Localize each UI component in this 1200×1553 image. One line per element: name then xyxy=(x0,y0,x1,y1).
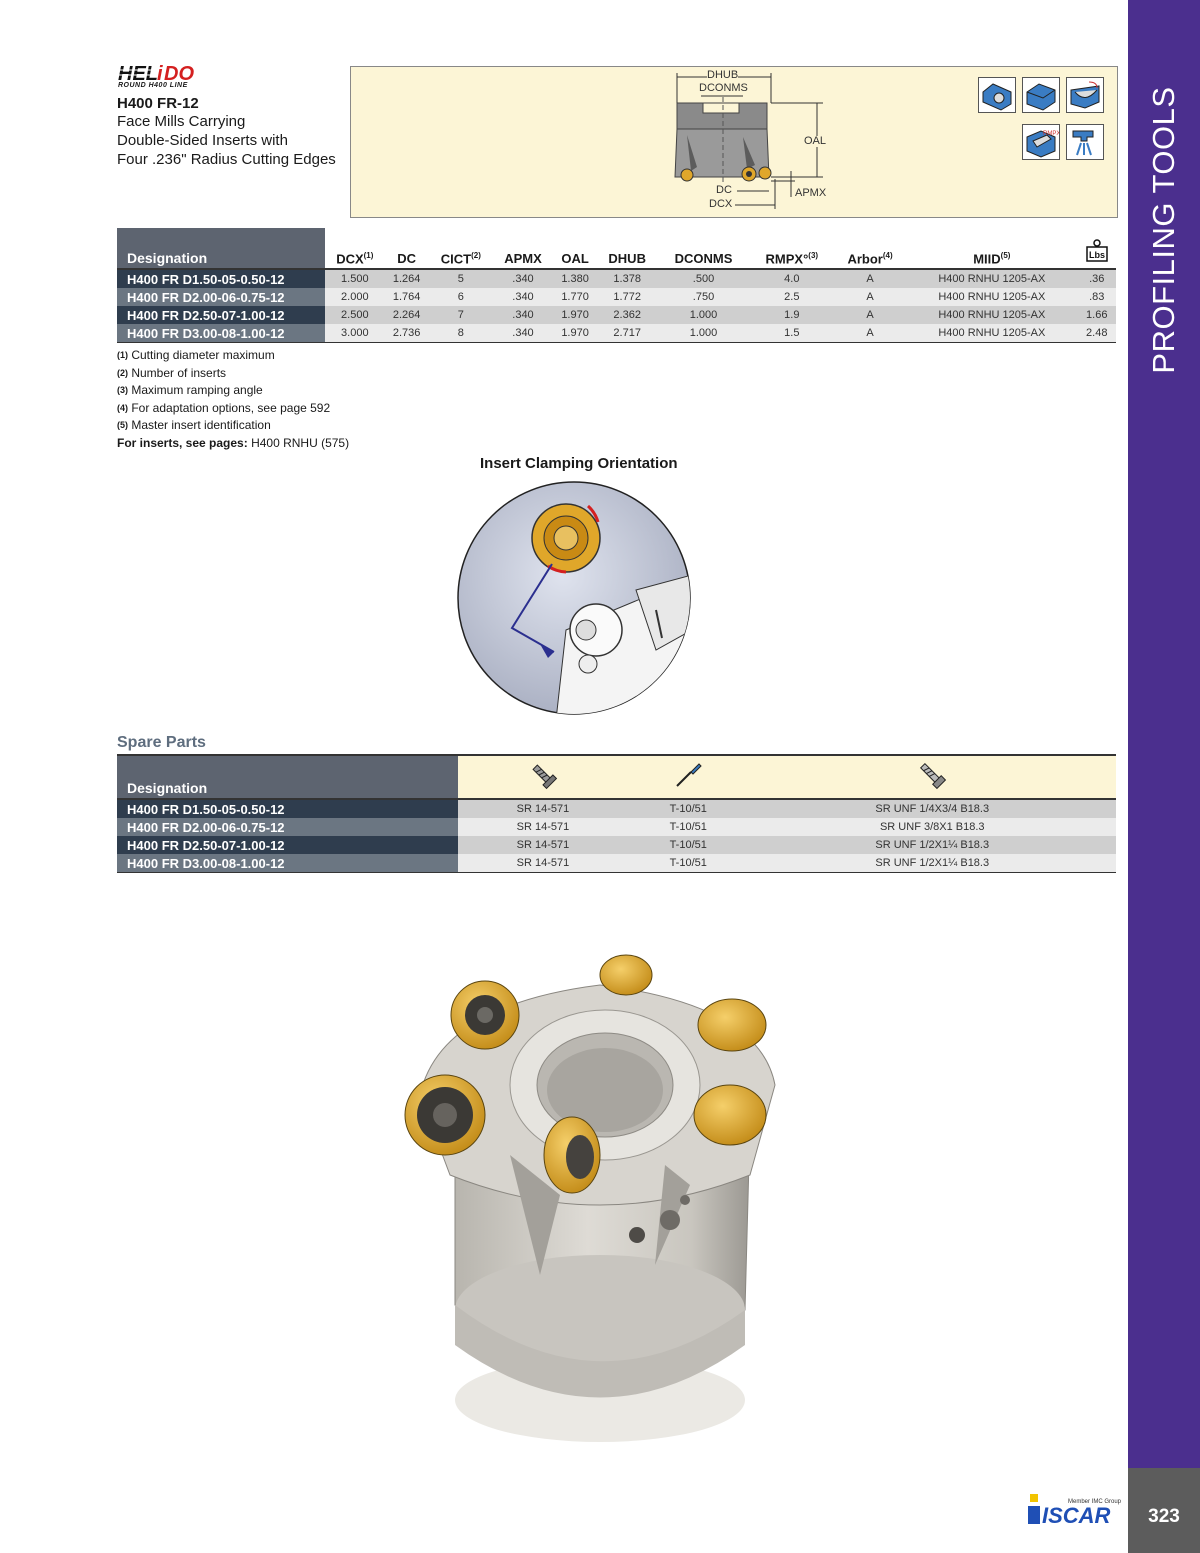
col-header-dhub: DHUB xyxy=(597,228,657,269)
spec-header-row xyxy=(117,228,1116,269)
table-cell: T-10/51 xyxy=(628,854,749,873)
insert-gold xyxy=(600,955,652,995)
description-line: Double-Sided Inserts with xyxy=(117,132,288,149)
table-cell: 2.362 xyxy=(597,306,657,324)
table-cell: 1.970 xyxy=(553,306,597,324)
arbor-bolt-icon xyxy=(749,755,1117,799)
description-line: Four .236" Radius Cutting Edges xyxy=(117,151,336,168)
table-cell: 1.5 xyxy=(750,324,834,343)
designation-cell: H400 FR D2.00-06-0.75-12 xyxy=(117,818,458,836)
svg-text:RMPX: RMPX xyxy=(1043,131,1059,137)
table-cell: 2.717 xyxy=(597,324,657,343)
table-cell: 7 xyxy=(429,306,493,324)
col-header-miid: MIID$^{(5)}$ xyxy=(906,228,1077,269)
table-cell: A xyxy=(834,269,906,288)
table-cell: H400 RNHU 1205-AX xyxy=(906,306,1077,324)
table-cell: 2.736 xyxy=(385,324,429,343)
insert-gold xyxy=(451,981,519,1049)
table-cell: A xyxy=(834,288,906,306)
designation-cell: H400 FR D3.00-08-1.00-12 xyxy=(117,854,458,873)
footnote: $^{(3)}$ Maximum ramping angle xyxy=(117,383,263,397)
coolant-icon xyxy=(1066,124,1104,160)
table-cell: .340 xyxy=(493,306,553,324)
profiling-icon xyxy=(1066,77,1104,113)
svg-text:ISCAR: ISCAR xyxy=(1042,1503,1111,1526)
table-cell: 2.264 xyxy=(385,306,429,324)
designation-cell: H400 FR D1.50-05-0.50-12 xyxy=(117,269,325,288)
table-cell: 1.772 xyxy=(597,288,657,306)
table-cell: SR 14-571 xyxy=(458,818,628,836)
table-row xyxy=(117,288,1116,306)
table-cell: 1.764 xyxy=(385,288,429,306)
table-cell: 2.48 xyxy=(1078,324,1117,343)
iscar-logo xyxy=(1028,1492,1120,1531)
table-cell: T-10/51 xyxy=(628,799,749,818)
col-header-designation: Designation xyxy=(117,228,325,269)
dim-label-oal: OAL xyxy=(804,135,827,147)
screw-icon xyxy=(458,755,628,799)
table-cell: T-10/51 xyxy=(628,818,749,836)
table-cell: A xyxy=(834,306,906,324)
designation-cell: H400 FR D2.00-06-0.75-12 xyxy=(117,288,325,306)
spare-parts-body xyxy=(117,799,1116,873)
footnote: $^{(2)}$ Number of inserts xyxy=(117,365,227,380)
ramping-icon xyxy=(1022,124,1060,160)
spare-parts-table xyxy=(117,754,1116,873)
table-cell: 2.000 xyxy=(325,288,385,306)
designation-cell: H400 FR D3.00-08-1.00-12 xyxy=(117,324,325,343)
table-cell: 1.264 xyxy=(385,269,429,288)
spare-header-row xyxy=(117,755,1116,799)
dim-label-dc: DC xyxy=(716,184,732,196)
col-header-oal: OAL xyxy=(553,228,597,269)
table-cell: 6 xyxy=(429,288,493,306)
svg-text:DO: DO xyxy=(164,64,194,84)
face-milling-icon xyxy=(1022,77,1060,113)
table-cell: H400 RNHU 1205-AX xyxy=(906,288,1077,306)
designation-cell: H400 FR D2.50-07-1.00-12 xyxy=(117,836,458,854)
table-cell: SR UNF 1/2X1¼ B18.3 xyxy=(749,836,1117,854)
table-row xyxy=(117,799,1116,818)
table-cell: .36 xyxy=(1078,269,1117,288)
spare-parts-title: Spare Parts xyxy=(117,734,206,751)
table-row xyxy=(117,324,1116,343)
table-cell: 3.000 xyxy=(325,324,385,343)
dim-label-dconms: DCONMS xyxy=(699,82,748,94)
table-cell: .500 xyxy=(657,269,750,288)
table-cell: 4.0 xyxy=(750,269,834,288)
spec-table xyxy=(117,228,1116,343)
col-header-dcx: DCX$^{(1)}$ xyxy=(325,228,385,269)
table-cell: 1.380 xyxy=(553,269,597,288)
page-number-box xyxy=(1128,1468,1200,1553)
shoulder-milling-icon xyxy=(978,77,1016,113)
table-cell: 1.000 xyxy=(657,324,750,343)
table-cell: .83 xyxy=(1078,288,1117,306)
table-cell: 1.66 xyxy=(1078,306,1117,324)
table-cell: 2.500 xyxy=(325,306,385,324)
designation-cell: H400 FR D1.50-05-0.50-12 xyxy=(117,799,458,818)
description-line: Face Mills Carrying xyxy=(117,113,246,130)
insert-gold xyxy=(405,1075,485,1155)
table-cell: 1.770 xyxy=(553,288,597,306)
svg-text:i: i xyxy=(157,64,163,84)
col-header-apmx: APMX xyxy=(493,228,553,269)
col-header-arbor: Arbor$^{(4)}$ xyxy=(834,228,906,269)
clamping-title: Insert Clamping Orientation xyxy=(480,455,678,472)
face-mill-product-photo xyxy=(400,945,780,1450)
table-cell: SR 14-571 xyxy=(458,799,628,818)
inserts-reference: For inserts, see pages: H400 RNHU (575) xyxy=(117,435,350,450)
table-cell: 8 xyxy=(429,324,493,343)
col-header-rmpx: RMPX°$^{(3)}$ xyxy=(750,228,834,269)
insert-gold xyxy=(544,1117,600,1193)
weight-icon xyxy=(1078,228,1117,269)
section-title: PROFILING TOOLS xyxy=(1146,86,1181,374)
footnotes xyxy=(117,347,349,452)
table-cell: SR 14-571 xyxy=(458,854,628,873)
table-cell: H400 RNHU 1205-AX xyxy=(906,269,1077,288)
table-cell: .340 xyxy=(493,324,553,343)
table-cell: 1.970 xyxy=(553,324,597,343)
table-cell: SR UNF 1/4X3/4 B18.3 xyxy=(749,799,1117,818)
footnote: $^{(4)}$ For adaptation options, see page 592 xyxy=(117,400,331,415)
spec-table-body xyxy=(117,269,1116,343)
table-row xyxy=(117,269,1116,288)
brand-subtitle: ROUND H400 LINE xyxy=(118,82,188,89)
dim-label-dcx: DCX xyxy=(709,198,733,210)
dim-label-apmx: APMX xyxy=(795,187,827,199)
page-number: 323 xyxy=(1148,1506,1180,1527)
table-cell: SR UNF 1/2X1¼ B18.3 xyxy=(749,854,1117,873)
key-icon xyxy=(628,755,749,799)
col-header-dconms: DCONMS xyxy=(657,228,750,269)
table-row xyxy=(117,836,1116,854)
table-cell: .340 xyxy=(493,288,553,306)
table-cell: H400 RNHU 1205-AX xyxy=(906,324,1077,343)
table-row xyxy=(117,854,1116,873)
table-row xyxy=(117,818,1116,836)
table-cell: .750 xyxy=(657,288,750,306)
table-cell: 1.000 xyxy=(657,306,750,324)
insert-gold xyxy=(694,1085,766,1145)
section-side-band xyxy=(1128,0,1200,1468)
insert-gold xyxy=(698,999,766,1051)
table-cell: 5 xyxy=(429,269,493,288)
member-imc-group: Member IMC Group xyxy=(1068,1499,1122,1505)
table-row xyxy=(117,306,1116,324)
clamping-orientation-figure xyxy=(456,480,692,721)
product-code: H400 FR-12 xyxy=(117,95,199,112)
product-description xyxy=(117,112,357,169)
table-cell: 1.9 xyxy=(750,306,834,324)
footnote: $^{(5)}$ Master insert identification xyxy=(117,418,271,432)
table-cell: 1.500 xyxy=(325,269,385,288)
svg-text:Lbs: Lbs xyxy=(1088,250,1105,260)
table-cell: .340 xyxy=(493,269,553,288)
footnote: $^{(1)}$ Cutting diameter maximum xyxy=(117,348,275,362)
col-header-designation: Designation xyxy=(117,755,458,799)
designation-cell: H400 FR D2.50-07-1.00-12 xyxy=(117,306,325,324)
col-header-dc: DC xyxy=(385,228,429,269)
table-cell: 1.378 xyxy=(597,269,657,288)
table-cell: 2.5 xyxy=(750,288,834,306)
table-cell: SR UNF 3/8X1 B18.3 xyxy=(749,818,1117,836)
col-header-cict: CICT$^{(2)}$ xyxy=(429,228,493,269)
technical-drawing xyxy=(350,66,1118,218)
table-cell: A xyxy=(834,324,906,343)
table-cell: T-10/51 xyxy=(628,836,749,854)
dim-label-dhub: DHUB xyxy=(707,69,739,81)
table-cell: SR 14-571 xyxy=(458,836,628,854)
svg-text:HEL: HEL xyxy=(118,64,158,84)
